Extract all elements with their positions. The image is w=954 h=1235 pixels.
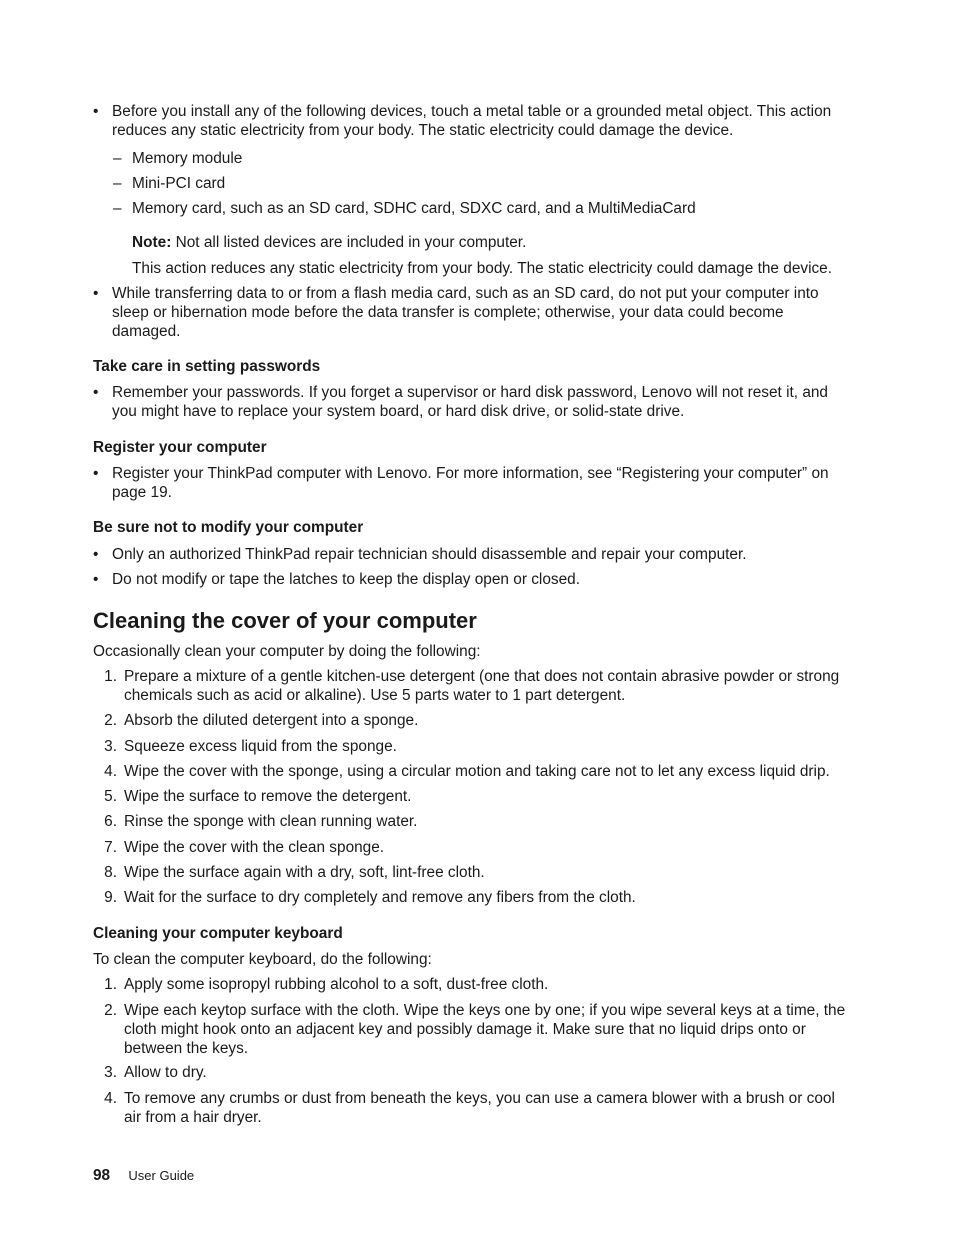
step-text: Wipe the cover with the sponge, using a circular motion and taking care not to let any excess liquid drip. xyxy=(124,763,830,780)
keyboard-intro: To clean the computer keyboard, do the following: xyxy=(93,951,432,968)
step-item xyxy=(93,863,848,882)
bullet-text: Do not modify or tape the latches to keep the display open or closed. xyxy=(112,571,580,588)
subheading-modify: Be sure not to modify your computer xyxy=(93,519,364,536)
step-text: Apply some isopropyl rubbing alcohol to a soft, dust-free cloth. xyxy=(124,976,549,993)
list-item xyxy=(93,464,848,502)
section-title: Cleaning the cover of your computer xyxy=(93,608,477,633)
step-item xyxy=(93,667,848,705)
step-number: 7. xyxy=(104,839,117,856)
step-item xyxy=(93,838,848,857)
step-number: 3. xyxy=(104,1064,117,1081)
note-extra: This action reduces any static electricity from your body. The static electricity could damage the device. xyxy=(132,260,833,277)
step-item xyxy=(93,762,848,781)
bullet-text: Before you install any of the following devices, touch a metal table or a grounded metal object. This action reduces any static electricity from your body. The static electricity could damage the device. xyxy=(112,103,832,139)
step-item xyxy=(93,1063,848,1082)
bullet-mark: • xyxy=(93,285,99,302)
list-item xyxy=(93,102,848,140)
bullet-mark: • xyxy=(93,103,99,120)
step-number: 4. xyxy=(104,763,117,780)
bullet-mark: • xyxy=(93,546,99,563)
step-item xyxy=(93,812,848,831)
section-intro: Occasionally clean your computer by doing the following: xyxy=(93,643,481,660)
step-number: 8. xyxy=(104,864,117,881)
step-item xyxy=(93,711,848,730)
step-text: Wipe each keytop surface with the cloth. Wipe the keys one by one; if you wipe several keys at a time, the cloth might hook onto an adjacent key and possibly damage it. Make sure that no liquid drips onto or between the keys. xyxy=(124,1002,846,1057)
bullet-text: Register your ThinkPad computer with Lenovo. For more information, see “Registering your computer” on page 19. xyxy=(112,465,829,501)
step-text: To remove any crumbs or dust from beneath the keys, you can use a camera blower with a brush or cool air from a hair dryer. xyxy=(124,1090,835,1126)
step-number: 1. xyxy=(104,668,117,685)
dash-mark: – xyxy=(113,150,122,167)
step-number: 5. xyxy=(104,788,117,805)
bullet-mark: • xyxy=(93,465,99,482)
step-number: 6. xyxy=(104,813,117,830)
step-item xyxy=(93,737,848,756)
dash-text: Mini-PCI card xyxy=(132,175,226,192)
bullet-text: While transferring data to or from a flash media card, such as an SD card, do not put your computer into sleep or hibernation mode before the data transfer is complete; otherwise, your data could become damaged. xyxy=(112,285,819,340)
step-item xyxy=(93,975,848,994)
footer-title: User Guide xyxy=(128,1168,195,1183)
dash-mark: – xyxy=(113,175,122,192)
subheading-keyboard: Cleaning your computer keyboard xyxy=(93,925,343,942)
bullet-mark: • xyxy=(93,384,99,401)
step-number: 4. xyxy=(104,1090,117,1107)
list-item xyxy=(113,174,853,193)
bullet-text: Only an authorized ThinkPad repair technician should disassemble and repair your computer. xyxy=(112,546,747,563)
step-item xyxy=(93,888,848,907)
list-item xyxy=(93,545,848,564)
step-item xyxy=(93,787,848,806)
bullet-text: Remember your passwords. If you forget a supervisor or hard disk password, Lenovo will not reset it, and you might have to replace your system board, or hard disk drive, or solid-state drive. xyxy=(112,384,828,420)
step-text: Absorb the diluted detergent into a sponge. xyxy=(124,712,419,729)
note-label: Note: xyxy=(132,234,172,251)
step-number: 2. xyxy=(104,712,117,729)
page-number: 98 xyxy=(93,1167,111,1184)
step-text: Squeeze excess liquid from the sponge. xyxy=(124,738,397,755)
dash-text: Memory card, such as an SD card, SDHC card, SDXC card, and a MultiMediaCard xyxy=(132,200,696,217)
list-item xyxy=(113,149,853,168)
step-text: Allow to dry. xyxy=(124,1064,207,1081)
step-text: Wipe the cover with the clean sponge. xyxy=(124,839,385,856)
step-number: 9. xyxy=(104,889,117,906)
subheading-register: Register your computer xyxy=(93,439,267,456)
subheading-passwords: Take care in setting passwords xyxy=(93,358,321,375)
list-item xyxy=(93,284,848,341)
step-item xyxy=(93,1089,848,1127)
step-item xyxy=(93,1001,848,1058)
step-number: 2. xyxy=(104,1002,117,1019)
dash-mark: – xyxy=(113,200,122,217)
list-item xyxy=(113,199,853,218)
step-text: Wipe the surface to remove the detergent. xyxy=(124,788,412,805)
step-number: 1. xyxy=(104,976,117,993)
bullet-mark: • xyxy=(93,571,99,588)
step-text: Wipe the surface again with a dry, soft, lint-free cloth. xyxy=(124,864,485,881)
page-footer xyxy=(93,1166,194,1185)
dash-text: Memory module xyxy=(132,150,243,167)
step-text: Prepare a mixture of a gentle kitchen-use detergent (one that does not contain abrasive powder or strong chemicals such as acid or alkaline). Use 5 parts water to 1 part detergent. xyxy=(124,668,840,704)
step-number: 3. xyxy=(104,738,117,755)
step-text: Rinse the sponge with clean running water. xyxy=(124,813,418,830)
list-item xyxy=(93,570,848,589)
note-text: Not all listed devices are included in your computer. xyxy=(175,234,527,251)
list-item xyxy=(93,383,848,421)
note xyxy=(132,233,852,252)
step-text: Wait for the surface to dry completely and remove any fibers from the cloth. xyxy=(124,889,636,906)
